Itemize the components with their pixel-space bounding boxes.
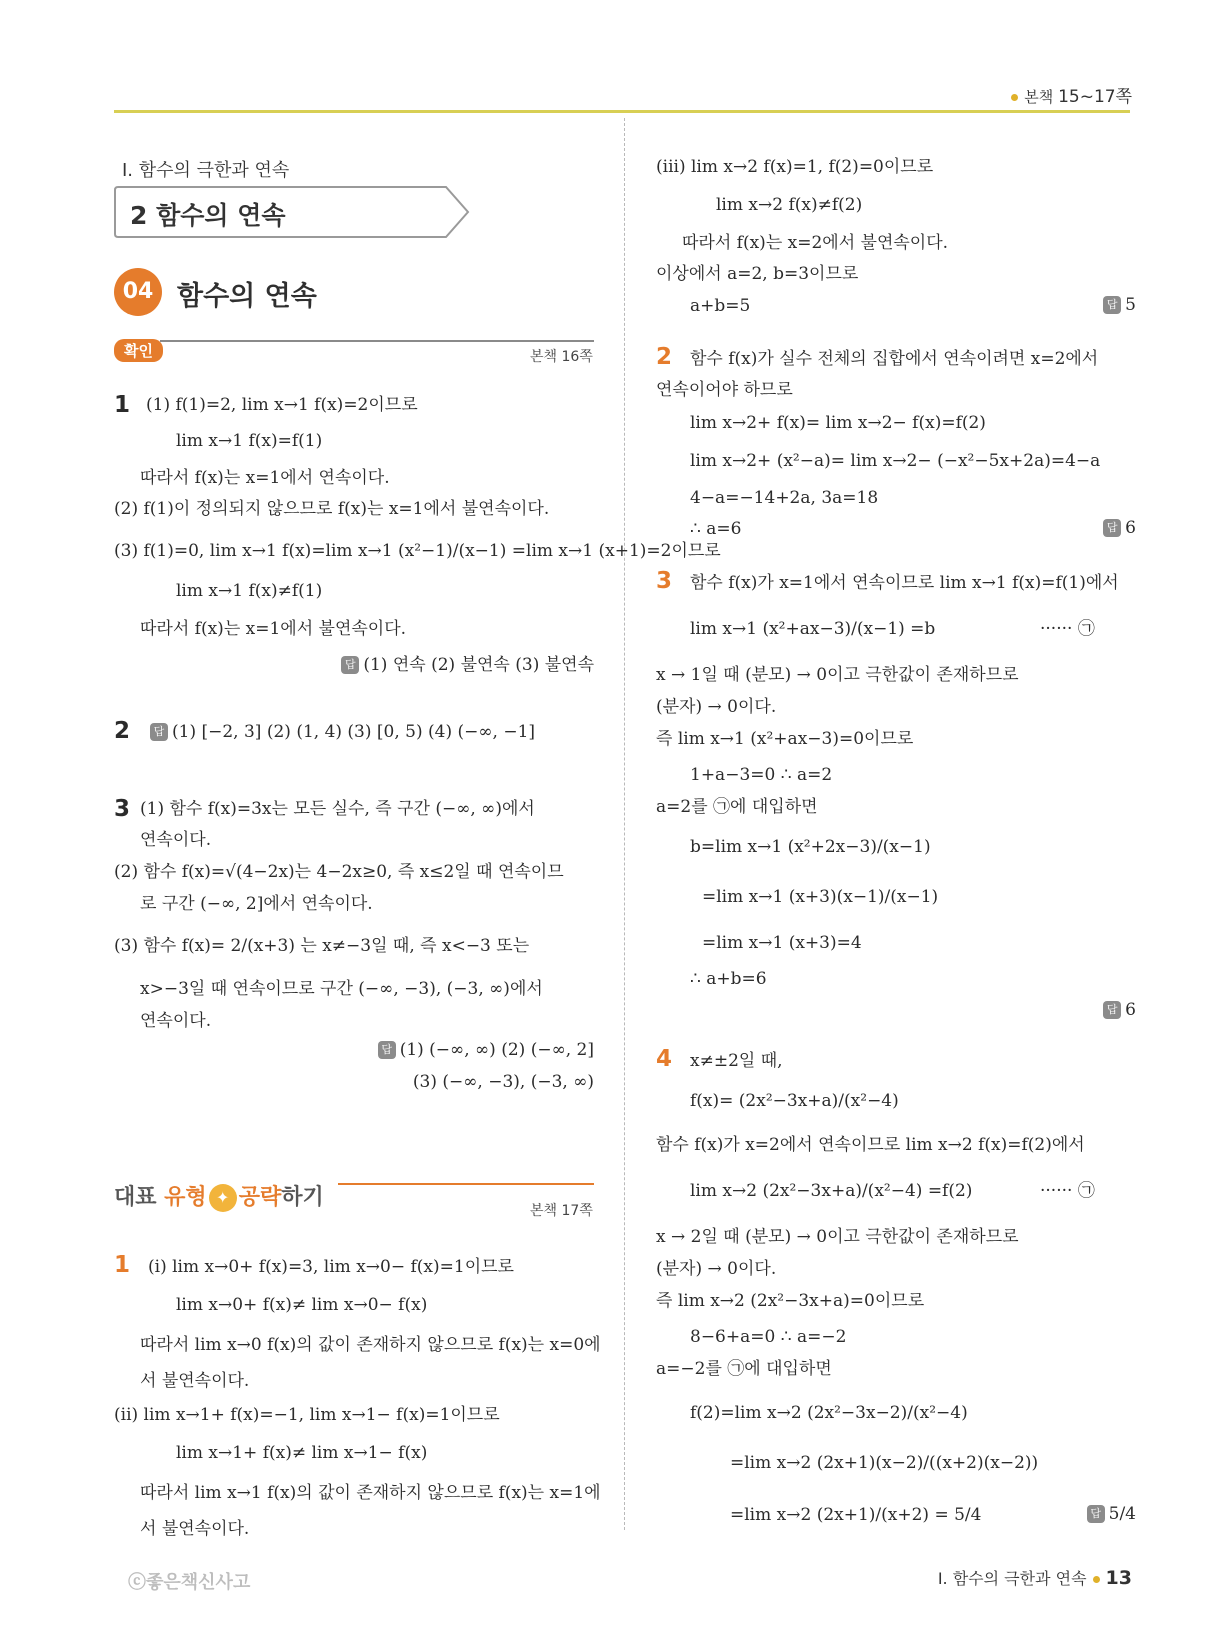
solution-line: (분자) → 0이다. <box>656 1259 777 1279</box>
equation-tag: ······ ㉠ <box>1040 1181 1095 1201</box>
answer-text: 5 <box>1125 295 1136 315</box>
solution-line: lim x→1 f(x)=f(1) <box>176 431 323 451</box>
answer-icon: 답 <box>1087 1505 1105 1523</box>
solution-line: 즉 lim x→1 (x²+ax−3)=0이므로 <box>656 729 914 749</box>
equation-tag: ······ ㉠ <box>1040 619 1095 639</box>
representative-page-ref: 본책 17쪽 <box>530 1203 593 1219</box>
solution-line: (분자) → 0이다. <box>656 697 777 717</box>
answer-line <box>378 1040 594 1060</box>
answer-icon: 답 <box>341 656 359 674</box>
answer-text: (1) (−∞, ∞) (2) (−∞, 2] <box>399 1040 594 1060</box>
solution-line: (ii) lim x→1+ f(x)=−1, lim x→1− f(x)=1이므로 <box>114 1405 500 1425</box>
solution-line: lim x→1 (x²+ax−3)/(x−1) =b <box>690 619 936 639</box>
solution-line: a+b=5 <box>690 296 751 316</box>
problem-number: 2 <box>656 344 673 370</box>
section-title: 2 함수의 연속 <box>130 201 286 230</box>
solution-line: x → 2일 때 (분모) → 0이고 극한값이 존재하므로 <box>656 1227 1019 1247</box>
solution-line: a=−2를 ㉠에 대입하면 <box>656 1359 832 1379</box>
solution-line: 연속이다. <box>140 830 212 850</box>
answer-text: 5/4 <box>1108 1504 1136 1524</box>
topic-number-badge: 04 <box>114 268 162 316</box>
header-rule <box>114 110 1130 113</box>
solution-line: =lim x→2 (2x+1)/(x+2) = 5/4 <box>730 1505 982 1525</box>
solution-line: =lim x→2 (2x+1)(x−2)/((x+2)(x−2)) <box>730 1453 1039 1473</box>
solution-line: lim x→2 (2x²−3x+a)/(x²−4) =f(2) <box>690 1181 973 1201</box>
solution-line: lim x→2+ (x²−a)= lim x→2− (−x²−5x+2a)=4−a <box>690 451 1101 471</box>
solution-line: (3) 함수 f(x)= 2/(x+3) 는 x≠−3일 때, 즉 x<−3 또는 <box>114 936 530 956</box>
solution-line: (1) f(1)=2, lim x→1 f(x)=2이므로 <box>146 395 418 415</box>
page-reference <box>1011 82 1132 107</box>
page-ref-label: 본책 <box>1024 88 1054 106</box>
solution-line: ∴ a+b=6 <box>690 969 767 989</box>
solution-line: b=lim x→1 (x²+2x−3)/(x−1) <box>690 837 931 857</box>
answer-line: (3) (−∞, −3), (−3, ∞) <box>412 1072 594 1092</box>
answer-line <box>150 722 535 742</box>
heading-part: 공략 <box>238 1185 282 1210</box>
footer-chapter-label: I. 함수의 극한과 연속 <box>937 1569 1087 1588</box>
answer-text: 6 <box>1125 518 1136 538</box>
solution-line: lim x→2 f(x)≠f(2) <box>716 195 863 215</box>
answer-icon: 답 <box>150 723 168 741</box>
heading-part: 대표 <box>114 1185 165 1210</box>
solution-line: (iii) lim x→2 f(x)=1, f(2)=0이므로 <box>656 157 934 177</box>
solution-line: x≠±2일 때, <box>690 1051 783 1071</box>
solution-line: 따라서 f(x)는 x=1에서 연속이다. <box>140 468 390 488</box>
chapter-label: I. 함수의 극한과 연속 <box>122 160 290 181</box>
bullet-dot-icon <box>1011 94 1018 101</box>
bullet-dot-icon <box>1093 1576 1100 1583</box>
answer-text: (1) 연속 (2) 불연속 (3) 불연속 <box>363 655 594 675</box>
solution-line: 연속이다. <box>140 1011 212 1031</box>
solution-line: 따라서 lim x→1 f(x)의 값이 존재하지 않으므로 f(x)는 x=1에 <box>140 1483 601 1503</box>
solution-line: =lim x→1 (x+3)(x−1)/(x−1) <box>702 887 939 907</box>
solution-line: (i) lim x→0+ f(x)=3, lim x→0− f(x)=1이므로 <box>148 1257 514 1277</box>
solution-line: f(2)=lim x→2 (2x²−3x−2)/(x²−4) <box>690 1403 968 1423</box>
problem-number: 3 <box>656 568 673 594</box>
solution-line: 함수 f(x)가 x=2에서 연속이므로 lim x→2 f(x)=f(2)에서 <box>656 1135 1085 1155</box>
solution-line: lim x→2+ f(x)= lim x→2− f(x)=f(2) <box>690 413 986 433</box>
solution-line: 즉 lim x→2 (2x²−3x+a)=0이므로 <box>656 1291 925 1311</box>
solution-line: 8−6+a=0 ∴ a=−2 <box>690 1327 847 1347</box>
answer-icon: 답 <box>378 1041 396 1059</box>
answer-icon: 답 <box>1103 519 1121 537</box>
bulb-icon: ✦ <box>209 1184 237 1212</box>
answer-text: 6 <box>1125 1000 1136 1020</box>
answer-line <box>1103 295 1136 315</box>
confirm-badge: 확인 <box>114 339 163 362</box>
solution-line: 4−a=−14+2a, 3a=18 <box>690 488 879 508</box>
footer-chapter <box>938 1566 1132 1589</box>
problem-number: 1 <box>114 1252 131 1278</box>
solution-line: 로 구간 (−∞, 2]에서 연속이다. <box>140 894 373 914</box>
heading-part: 하기 <box>281 1185 324 1210</box>
solution-line: 함수 f(x)가 실수 전체의 집합에서 연속이려면 x=2에서 <box>690 349 1099 369</box>
solution-line: 연속이어야 하므로 <box>656 380 793 400</box>
solution-line: x → 1일 때 (분모) → 0이고 극한값이 존재하므로 <box>656 665 1019 685</box>
problem-number: 2 <box>114 718 131 744</box>
problem-number: 4 <box>656 1046 673 1072</box>
solution-line: lim x→1+ f(x)≠ lim x→1− f(x) <box>176 1443 428 1463</box>
solution-line: 따라서 f(x)는 x=1에서 불연속이다. <box>140 619 407 639</box>
answer-icon: 답 <box>1103 1001 1121 1019</box>
solution-line: 따라서 f(x)는 x=2에서 불연속이다. <box>682 233 949 253</box>
confirm-page-ref: 본책 16쪽 <box>530 349 593 365</box>
solution-line: lim x→0+ f(x)≠ lim x→0− f(x) <box>176 1295 428 1315</box>
solution-line: 따라서 lim x→0 f(x)의 값이 존재하지 않으므로 f(x)는 x=0에 <box>140 1335 601 1355</box>
page-number: 13 <box>1105 1567 1132 1589</box>
answer-line <box>341 650 594 675</box>
solution-line: f(x)= (2x²−3x+a)/(x²−4) <box>690 1091 899 1111</box>
solution-line: 1+a−3=0 ∴ a=2 <box>690 765 833 785</box>
representative-rule <box>338 1183 594 1185</box>
solution-line: lim x→1 f(x)≠f(1) <box>176 581 323 601</box>
representative-heading <box>114 1180 324 1212</box>
solution-line: a=2를 ㉠에 대입하면 <box>656 797 818 817</box>
confirm-rule <box>160 340 594 342</box>
answer-icon: 답 <box>1103 296 1121 314</box>
column-divider <box>624 118 625 1530</box>
answer-line <box>1087 1504 1136 1524</box>
solution-line: =lim x→1 (x+3)=4 <box>702 933 862 953</box>
solution-line: ∴ a=6 <box>690 519 742 539</box>
solution-line: 서 불연속이다. <box>140 1519 250 1539</box>
answer-text: (1) [−2, 3] (2) (1, 4) (3) [0, 5) (4) (−∞, −1] <box>172 722 536 742</box>
publisher-mark: ⓒ좋은책신사고 <box>128 1572 251 1593</box>
problem-number: 1 <box>114 392 131 418</box>
page-ref-range: 15~17쪽 <box>1058 87 1132 107</box>
solution-line: (2) f(1)이 정의되지 않으므로 f(x)는 x=1에서 불연속이다. <box>114 499 550 519</box>
solution-line: 서 불연속이다. <box>140 1371 250 1391</box>
solution-line: (1) 함수 f(x)=3x는 모든 실수, 즉 구간 (−∞, ∞)에서 <box>140 799 535 819</box>
heading-part: 유형 <box>164 1185 207 1210</box>
solution-line: x>−3일 때 연속이므로 구간 (−∞, −3), (−3, ∞)에서 <box>140 979 543 999</box>
solution-line: (3) f(1)=0, lim x→1 f(x)=lim x→1 (x²−1)/(x−1) =lim x→1 (x+1)=2이므로 <box>114 541 721 561</box>
solution-line: 함수 f(x)가 x=1에서 연속이므로 lim x→1 f(x)=f(1)에서 <box>690 573 1119 593</box>
solution-line: (2) 함수 f(x)=√(4−2x)는 4−2x≥0, 즉 x≤2일 때 연속이므 <box>114 862 564 882</box>
topic-title: 함수의 연속 <box>177 281 317 312</box>
solution-line: 이상에서 a=2, b=3이므로 <box>656 264 859 284</box>
problem-number: 3 <box>114 796 131 822</box>
answer-line <box>1103 1000 1136 1020</box>
answer-line <box>1103 518 1136 538</box>
